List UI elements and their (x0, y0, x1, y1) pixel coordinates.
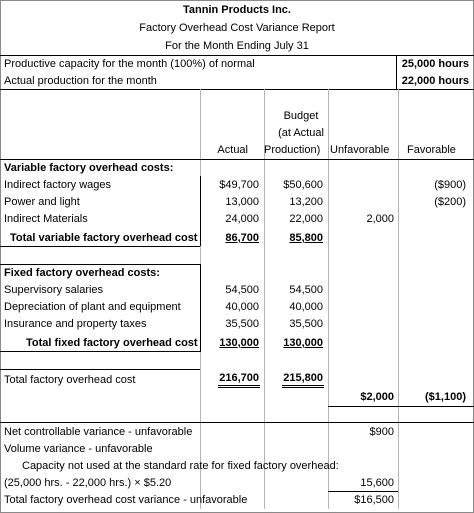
double-underline (218, 385, 260, 388)
report-title: Factory Overhead Cost Variance Report (139, 22, 335, 34)
actual-value: 24,000 (225, 213, 259, 225)
total-variable-actual: 86,700 (225, 232, 259, 244)
section-divider (0, 264, 200, 265)
total-fixed-label: Total fixed factory overhead cost (26, 337, 198, 349)
total-fixed-actual: 130,000 (219, 337, 259, 349)
budget-value: 22,000 (289, 213, 323, 225)
grid-line (398, 89, 399, 509)
net-controllable-label: Net controllable variance - unfavorable (4, 426, 193, 438)
double-underline (282, 385, 324, 388)
total-variable-budget: 85,800 (289, 232, 323, 244)
total-variable-label: Total variable factory overhead cost (10, 232, 198, 244)
company-name: Tannin Products Inc. (183, 4, 291, 16)
total-overhead-label: Total factory overhead cost (4, 374, 136, 386)
col-budget-line3: Production) (264, 144, 321, 156)
total-variance-value: $16,500 (354, 494, 394, 506)
row-label: Power and light (4, 196, 80, 208)
col-budget-line1: Budget (283, 110, 319, 122)
col-budget-line2: (at Actual (278, 127, 324, 139)
volume-calc-label: (25,000 hrs. - 22,000 hrs.) × $5.20 (4, 477, 172, 489)
actual-value: 40,000 (225, 301, 259, 313)
net-controllable-value: $900 (369, 426, 394, 438)
budget-value: 13,200 (289, 196, 323, 208)
grid-line (328, 89, 329, 509)
row-label: Depreciation of plant and equipment (4, 301, 181, 313)
actual-value: 54,500 (225, 284, 259, 296)
total-overhead-budget: 215,800 (283, 372, 323, 384)
productive-capacity-value: 25,000 hours (401, 58, 469, 70)
variance-divider (0, 422, 474, 423)
row-label: Insurance and property taxes (4, 318, 147, 330)
total-fixed-budget: 130,000 (283, 337, 323, 349)
totals-underline (328, 406, 474, 407)
total-variance-label: Total factory overhead cost variance - unfavorable (4, 494, 248, 506)
volume-calc-value: 15,600 (360, 477, 394, 489)
actual-value: 35,500 (225, 318, 259, 330)
header-divider (0, 55, 474, 56)
fixed-heading: Fixed factory overhead costs: (4, 267, 160, 279)
budget-value: 54,500 (289, 284, 323, 296)
actual-production-value: 22,000 hours (401, 75, 469, 87)
section-divider (0, 369, 200, 370)
col-favorable: Favorable (407, 144, 456, 156)
capacity-divider-bottom (0, 89, 474, 90)
budget-value: 35,500 (289, 318, 323, 330)
total-unfavorable: $2,000 (360, 391, 394, 403)
actual-value: 13,000 (225, 196, 259, 208)
section-divider (0, 351, 200, 352)
budget-value: $50,600 (283, 179, 323, 191)
favorable-value: ($200) (434, 196, 466, 208)
productive-capacity-label: Productive capacity for the month (100%) of normal (4, 58, 255, 70)
volume-variance-label: Volume variance - unfavorable (4, 443, 153, 455)
capacity-not-used-label: Capacity not used at the standard rate for fixed factory overhead: (22, 460, 339, 472)
col-unfavorable: Unfavorable (330, 144, 390, 156)
row-label: Supervisory salaries (4, 284, 104, 296)
budget-value: 40,000 (289, 301, 323, 313)
actual-value: $49,700 (219, 179, 259, 191)
calc-underline (328, 491, 398, 492)
section-divider (0, 246, 200, 247)
actual-production-label: Actual production for the month (4, 75, 157, 87)
total-overhead-actual: 216,700 (219, 372, 259, 384)
row-label: Indirect Materials (4, 213, 88, 225)
unfavorable-value: 2,000 (366, 213, 394, 225)
variable-heading: Variable factory overhead costs: (4, 162, 174, 174)
report-period: For the Month Ending July 31 (165, 40, 309, 52)
favorable-value: ($900) (434, 179, 466, 191)
total-favorable: ($1,100) (425, 391, 466, 403)
row-label: Indirect factory wages (4, 179, 111, 191)
column-header-divider (0, 159, 474, 160)
col-actual: Actual (217, 144, 248, 156)
